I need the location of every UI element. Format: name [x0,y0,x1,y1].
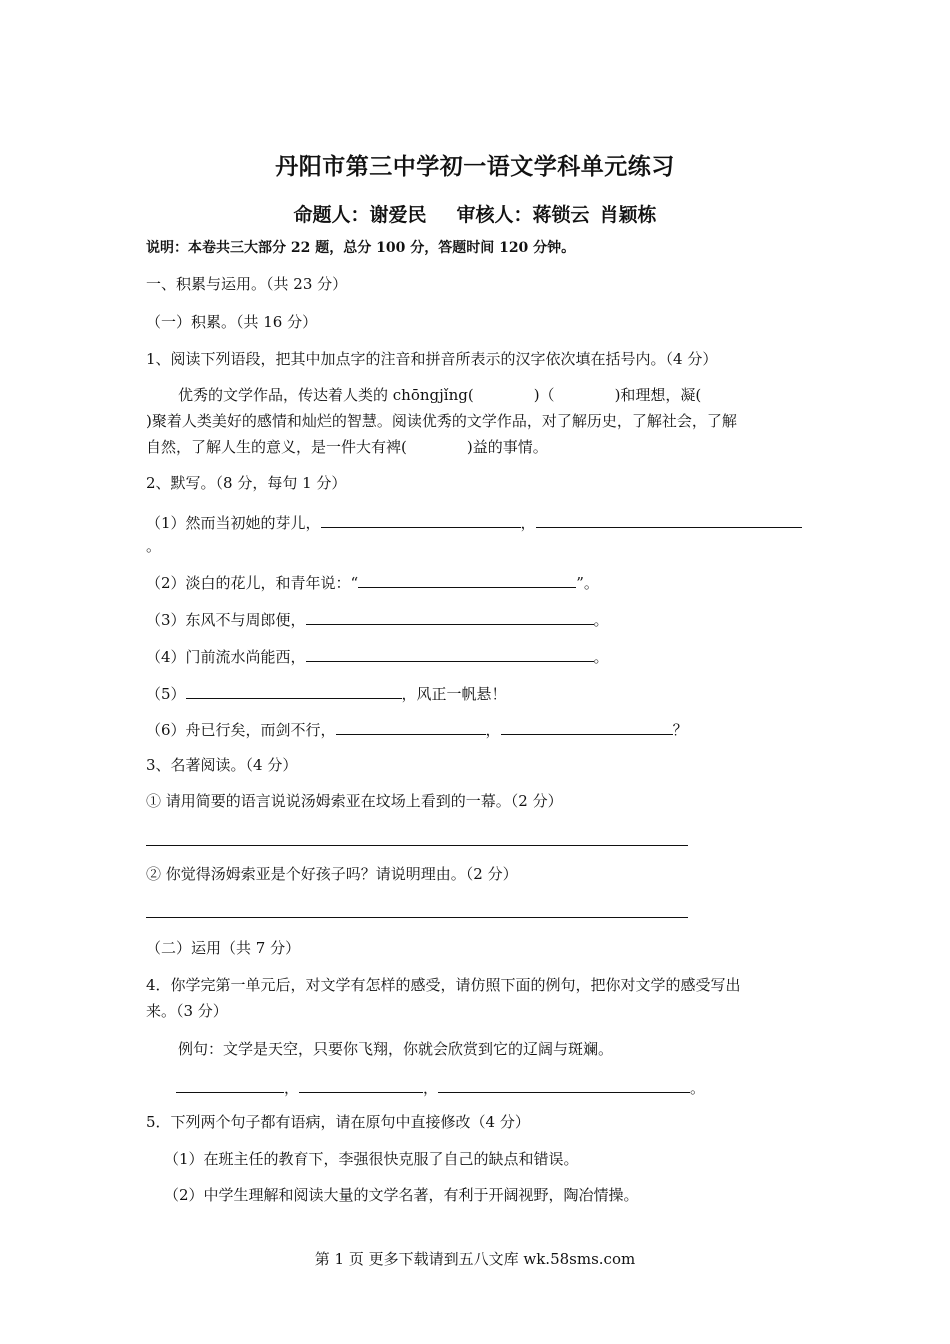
q1-line3: 自然，了解人生的意义，是一件大有裨( )益的事情。 [146,438,548,456]
q2-stem: 2、默写。（8 分，每句 1 分） [146,474,347,492]
answer-line[interactable] [146,845,688,846]
answer-blank[interactable] [299,1076,423,1093]
authors-line [0,200,950,227]
q1-line1: 优秀的文学作品，传达着人类的 chōngjǐng( )（ )和理想，凝( [178,386,702,404]
q1-stem: 1、阅读下列语段，把其中加点字的注音和拼音所表示的汉字依次填在括号内。（4 分） [146,350,718,368]
q2-item2: （2）淡白的花儿，和青年说：“ ”。 [146,571,599,593]
q2-item5: （5） ，风正一帆悬！ [146,682,507,704]
answer-line[interactable] [146,917,688,918]
setter: 命题人：谢爱民 [293,204,427,226]
q2-item3: （3）东风不与周郎便， 。 [146,608,609,630]
q4-line2: 来。（3 分） [146,1002,228,1020]
q3-item2: ② 你觉得汤姆索亚是个好孩子吗？请说明理由。（2 分） [146,865,518,883]
answer-blank[interactable] [321,511,521,528]
q2-item1: （1）然而当初她的芽儿， ， [146,511,802,533]
q5-stem: 5．下列两个句子都有语病，请在原句中直接修改（4 分） [146,1113,530,1131]
reviewer2: 肖颖栋 [599,204,657,226]
page-title: 丹阳市第三中学初一语文学科单元练习 [275,153,675,180]
q2-item1-end: 。 [146,537,162,555]
exam-note: 说明：本卷共三大部分 22 题，总分 100 分，答题时间 120 分钟。 [146,240,576,256]
q5-sentence1: （1）在班主任的教育下，李强很快克服了自己的缺点和错误。 [164,1150,579,1168]
answer-blank[interactable] [186,682,402,699]
q3-item1: ① 请用简要的语言说说汤姆索亚在坟场上看到的一幕。（2 分） [146,792,563,810]
answer-blank[interactable] [536,511,802,528]
q3-stem: 3、名著阅读。（4 分） [146,756,298,774]
answer-blank[interactable] [501,718,673,735]
page-footer: 第 1 页 更多下载请到五八文库 wk.58sms.com [314,1250,636,1268]
answer-blank[interactable] [438,1076,690,1093]
section2-heading: （二）运用（共 7 分） [146,939,301,957]
answer-blank[interactable] [176,1076,284,1093]
answer-blank[interactable] [306,645,594,662]
q5-sentence2: （2）中学生理解和阅读大量的文学名著，有利于开阔视野，陶冶情操。 [164,1186,639,1204]
q4-line1: 4．你学完第一单元后，对文学有怎样的感受，请仿照下面的例句，把你对文学的感受写出 [146,976,741,994]
q4-example: 例句：文学是天空，只要你飞翔，你就会欣赏到它的辽阔与斑斓。 [178,1040,614,1058]
section1-heading: （一）积累。（共 16 分） [146,313,318,331]
answer-blank[interactable] [306,608,594,625]
q1-line2: )聚着人类美好的感情和灿烂的智慧。阅读优秀的文学作品，对了解历史，了解社会，了解 [146,412,737,430]
answer-blank[interactable] [358,571,576,588]
q2-item6: （6）舟已行矣，而剑不行， ， ？ [146,718,688,740]
reviewer: 审核人：蒋锁云 [456,204,590,226]
q4-answer: ， ， 。 [176,1076,705,1098]
part1-heading: 一、积累与运用。（共 23 分） [146,275,348,293]
answer-blank[interactable] [336,718,486,735]
q2-item4: （4）门前流水尚能西， 。 [146,645,609,667]
